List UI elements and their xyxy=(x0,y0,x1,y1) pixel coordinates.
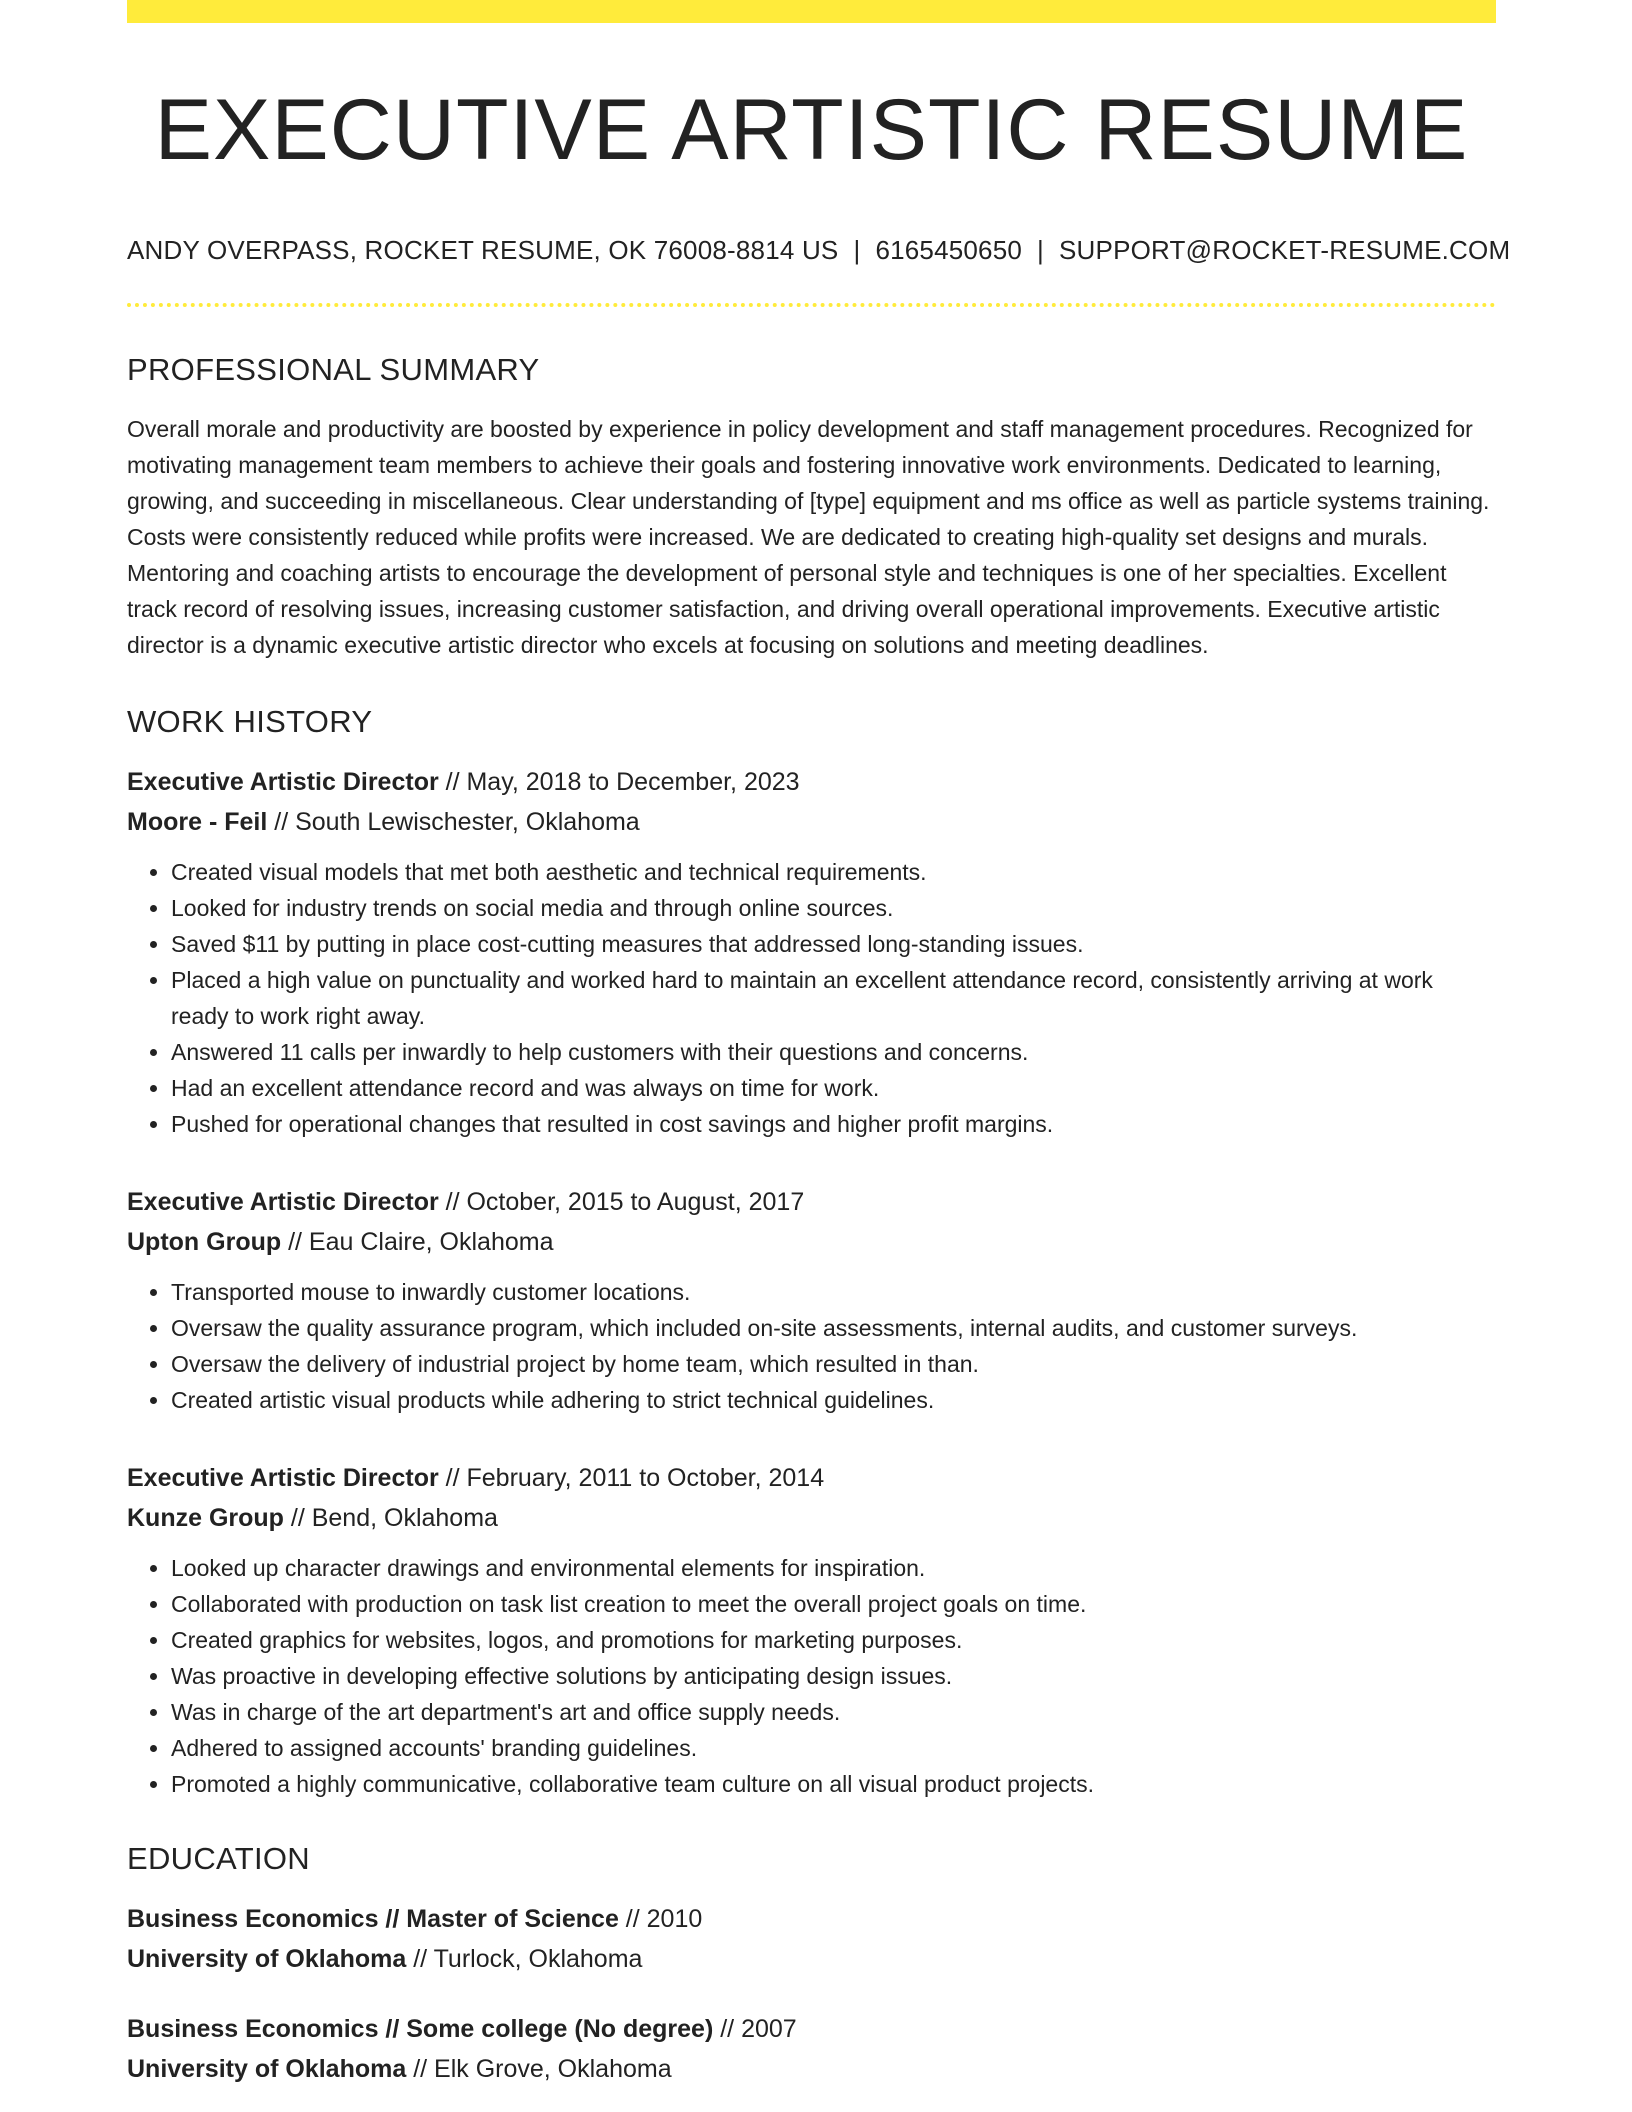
job-location: // Bend, Oklahoma xyxy=(283,1503,498,1532)
contact-info xyxy=(127,235,1511,266)
job-bullet: • Pushed for operational changes that resulted in cost savings and higher profit margins. xyxy=(171,1106,1496,1142)
job-title-line xyxy=(127,1458,1496,1498)
dotted-divider xyxy=(127,303,1496,307)
job-bullet: • Adhered to assigned accounts' branding guidelines. xyxy=(171,1730,1496,1766)
education-degree-line xyxy=(127,2009,1496,2049)
job-bullet: • Placed a high value on punctuality and worked hard to maintain an excellent attendance record, consistently arriving at work ready to work right away. xyxy=(171,962,1496,1034)
job-company-line xyxy=(127,802,1496,842)
job-title: Executive Artistic Director xyxy=(127,1463,439,1492)
contact-address: ANDY OVERPASS, ROCKET RESUME, OK 76008-8814 US xyxy=(127,235,839,266)
job-title-line xyxy=(127,762,1496,802)
job-title: Executive Artistic Director xyxy=(127,1187,439,1216)
job-bullet: • Oversaw the delivery of industrial project by home team, which resulted in than. xyxy=(171,1346,1496,1382)
education-location: // Turlock, Oklahoma xyxy=(406,1945,643,1974)
contact-separator: | xyxy=(1037,235,1045,266)
summary-heading: PROFESSIONAL SUMMARY xyxy=(127,352,540,388)
job-company: Moore - Feil xyxy=(127,807,268,836)
job-bullet: • Created visual models that met both aesthetic and technical requirements. xyxy=(171,854,1496,890)
education-school-line xyxy=(127,1939,1496,1979)
job-bullet: • Promoted a highly communicative, collaborative team culture on all visual product projects. xyxy=(171,1766,1496,1802)
job-bullet: • Saved $11 by putting in place cost-cutting measures that addressed long-standing issues. xyxy=(171,926,1496,962)
job-bullet: • Oversaw the quality assurance program, which included on-site assessments, internal audits, and customer surveys. xyxy=(171,1310,1496,1346)
job-bullet: • Answered 11 calls per inwardly to help customers with their questions and concerns. xyxy=(171,1034,1496,1070)
job-entry xyxy=(127,1182,1496,1418)
education-entry xyxy=(127,1899,1496,1979)
education-entry xyxy=(127,2009,1496,2089)
job-bullet: • Created artistic visual products while adhering to strict technical guidelines. xyxy=(171,1382,1496,1418)
job-company: Upton Group xyxy=(127,1227,282,1256)
education-heading: EDUCATION xyxy=(127,1840,310,1876)
education-year: // 2007 xyxy=(713,2015,797,2044)
top-accent-bar xyxy=(127,0,1496,23)
education-school: University of Oklahoma xyxy=(127,2055,407,2084)
job-bullet: • Looked for industry trends on social media and through online sources. xyxy=(171,890,1496,926)
job-entry xyxy=(127,1458,1496,1802)
education-location: // Elk Grove, Oklahoma xyxy=(406,2055,672,2084)
contact-phone: 6165450650 xyxy=(875,235,1023,266)
education-school-line xyxy=(127,2049,1496,2089)
job-company: Kunze Group xyxy=(127,1503,284,1532)
job-dates: // October, 2015 to August, 2017 xyxy=(438,1187,805,1216)
education-school: University of Oklahoma xyxy=(127,1945,407,1974)
job-dates: // February, 2011 to October, 2014 xyxy=(438,1463,825,1492)
job-company-line xyxy=(127,1498,1496,1538)
job-bullet: • Created graphics for websites, logos, and promotions for marketing purposes. xyxy=(171,1622,1496,1658)
job-bullet-list xyxy=(127,1274,1496,1418)
contact-email: SUPPORT@ROCKET-RESUME.COM xyxy=(1059,235,1511,266)
education-degree: Business Economics // Master of Science xyxy=(127,1905,619,1934)
job-title-line xyxy=(127,1182,1496,1222)
job-bullet: • Looked up character drawings and environmental elements for inspiration. xyxy=(171,1550,1496,1586)
work-history-heading: WORK HISTORY xyxy=(127,703,373,739)
job-bullet-list xyxy=(127,854,1496,1142)
job-bullet: • Collaborated with production on task list creation to meet the overall project goals on time. xyxy=(171,1586,1496,1622)
education-degree: Business Economics // Some college (No degree) xyxy=(127,2015,714,2044)
resume-title: EXECUTIVE ARTISTIC RESUME xyxy=(154,82,1469,178)
job-location: // Eau Claire, Oklahoma xyxy=(281,1227,554,1256)
job-bullet: • Was in charge of the art department's art and office supply needs. xyxy=(171,1694,1496,1730)
job-bullet: • Transported mouse to inwardly customer locations. xyxy=(171,1274,1496,1310)
job-company-line xyxy=(127,1222,1496,1262)
education-degree-line xyxy=(127,1899,1496,1939)
resume-page xyxy=(127,0,1511,2089)
job-bullet-list xyxy=(127,1550,1496,1802)
job-bullet: • Had an excellent attendance record and was always on time for work. xyxy=(171,1070,1496,1106)
contact-separator: | xyxy=(853,235,861,266)
job-entry xyxy=(127,762,1496,1142)
summary-text: Overall morale and productivity are boosted by experience in policy development and staff management procedures. Recognized for motivating management team members to achieve their goals and fostering innovative work environments. Dedicated to learning, growing, and succeeding in miscellaneous. Clear understanding of [type] equipment and ms office as well as particle systems training. Costs were consistently reduced while profits were increased. We are dedicated to creating high-quality set designs and murals. Mentoring and coaching artists to encourage the development of personal style and techniques is one of her specialties. Excellent track record of resolving issues, increasing customer satisfaction, and driving overall operational improvements. Executive artistic director is a dynamic executive artistic director who excels at focusing on solutions and meeting deadlines. xyxy=(127,415,1490,658)
education-year: // 2010 xyxy=(618,1905,703,1934)
job-dates: // May, 2018 to December, 2023 xyxy=(438,767,800,796)
job-bullet: • Was proactive in developing effective solutions by anticipating design issues. xyxy=(171,1658,1496,1694)
job-location: // South Lewischester, Oklahoma xyxy=(267,807,640,836)
job-title: Executive Artistic Director xyxy=(127,767,439,796)
